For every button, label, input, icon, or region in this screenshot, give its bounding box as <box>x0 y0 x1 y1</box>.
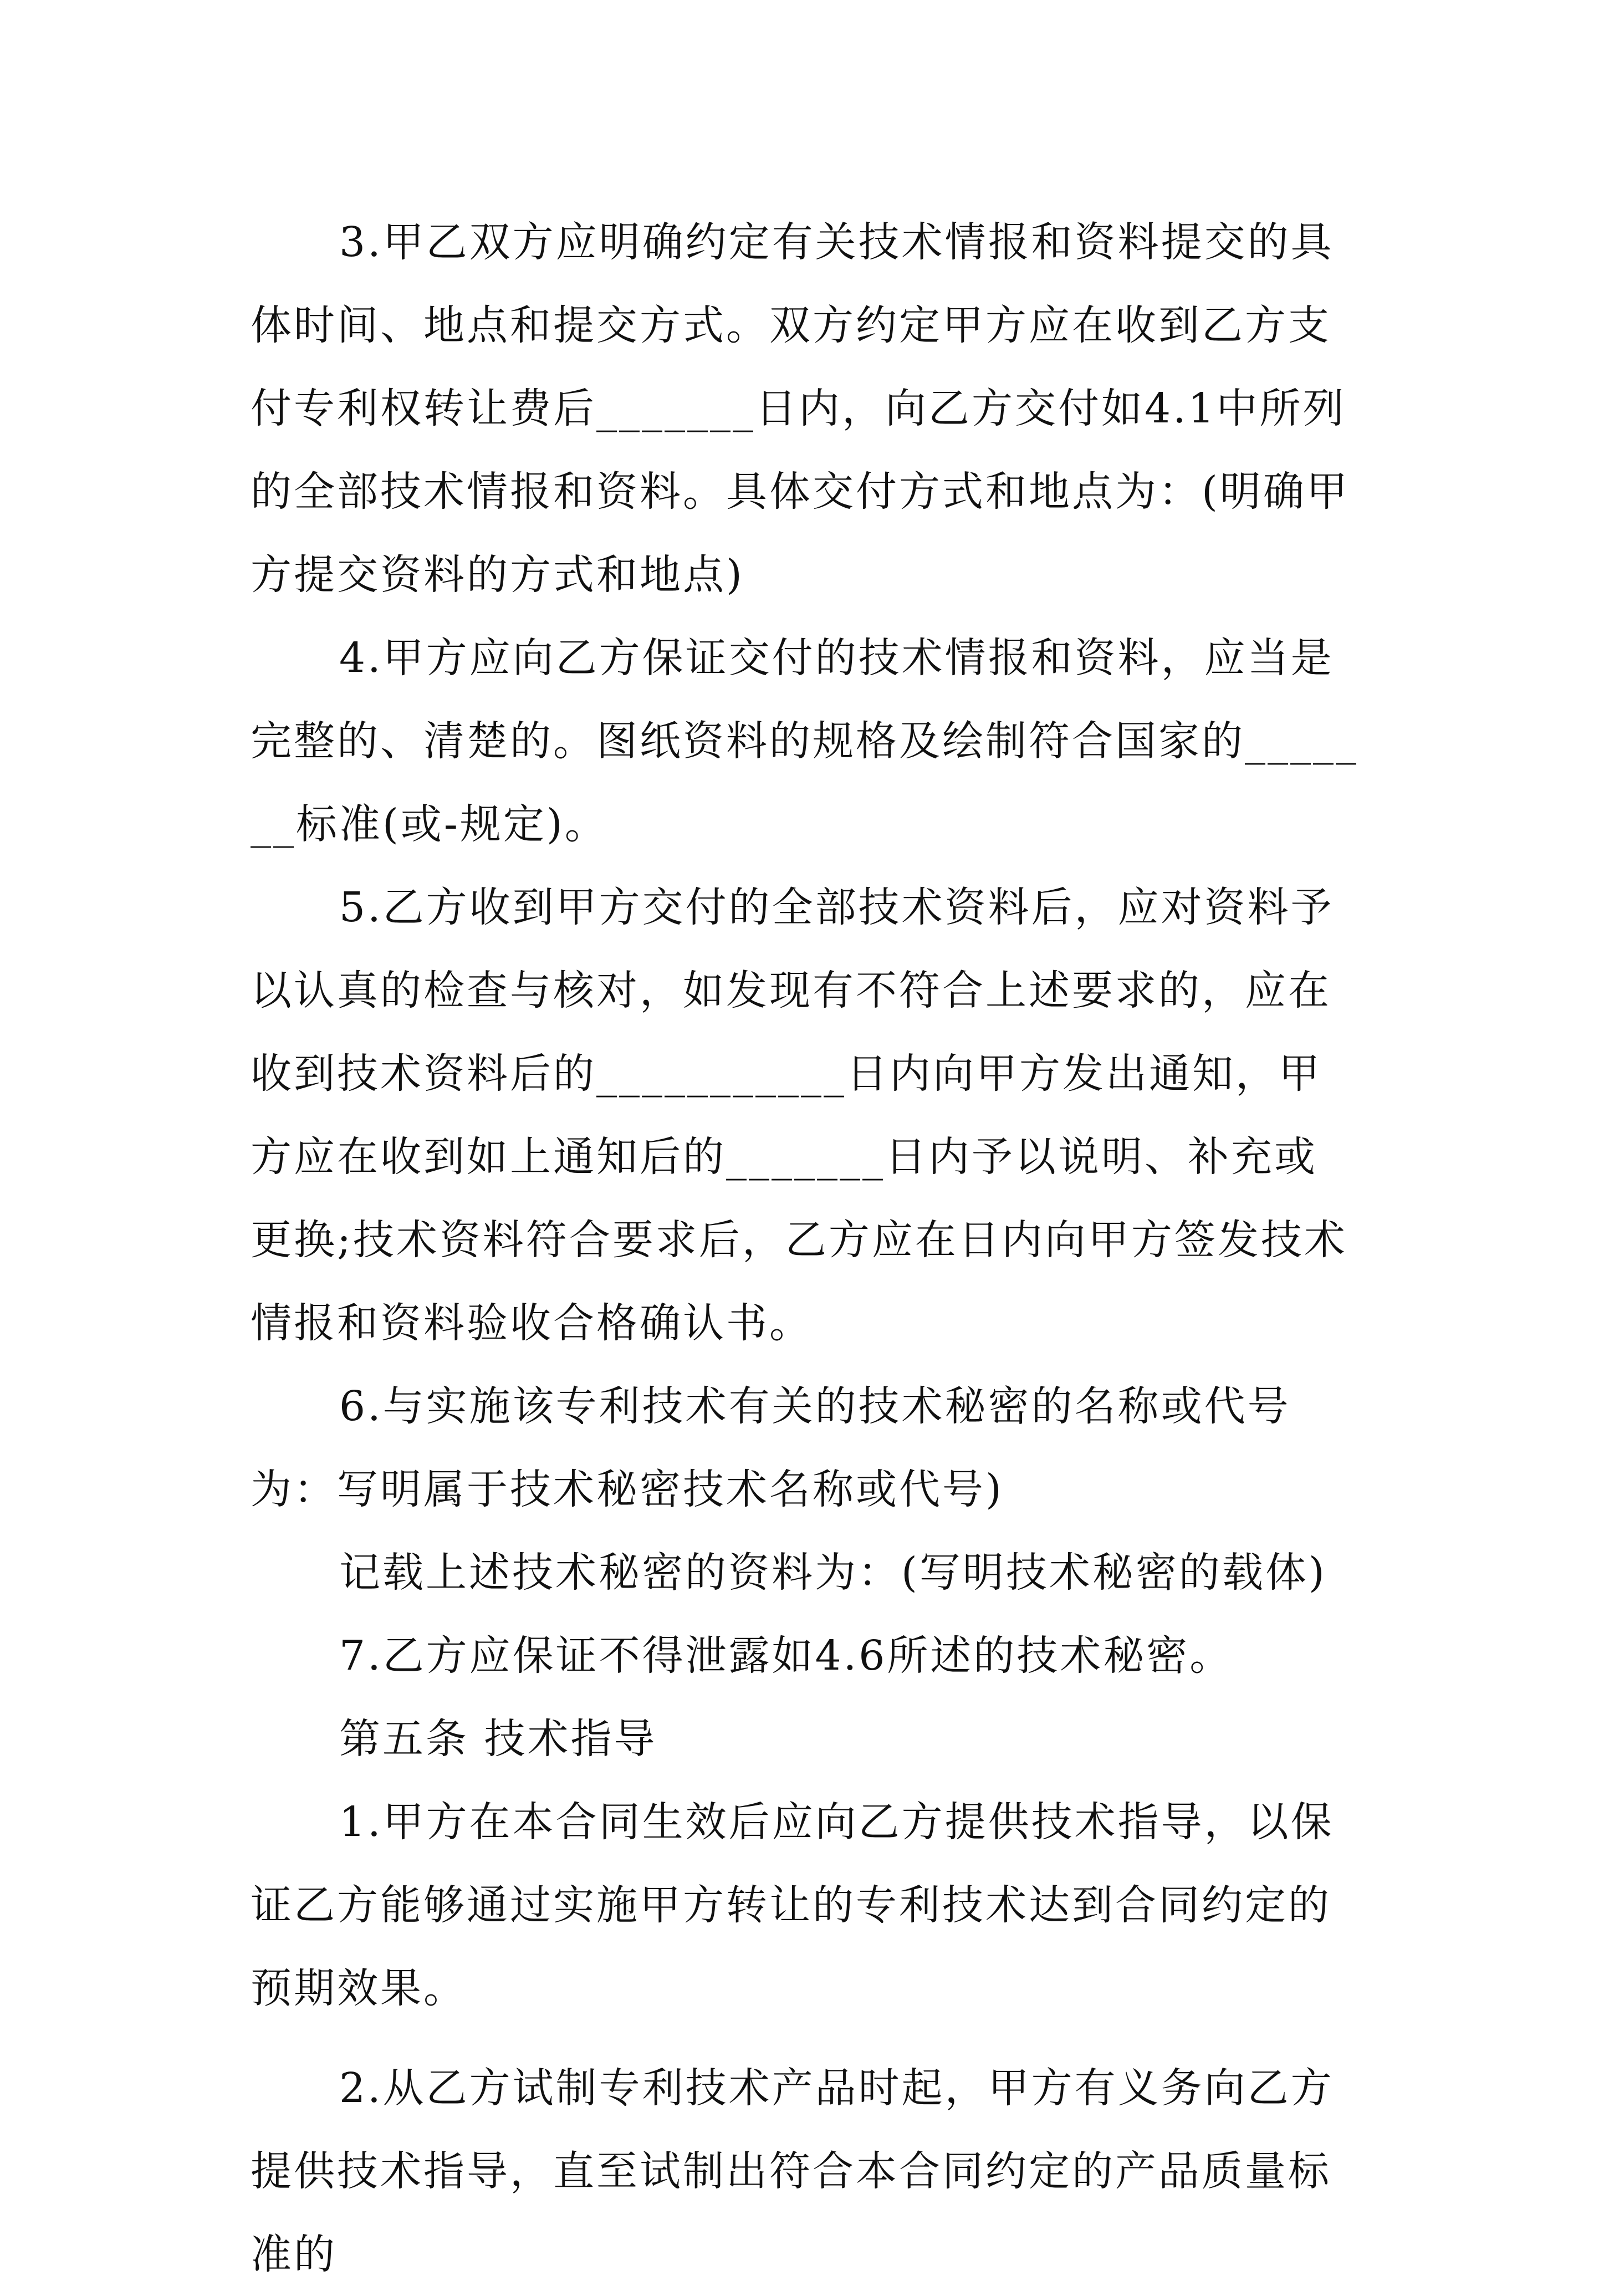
paragraph-clause-4-5: 5.乙方收到甲方交付的全部技术资料后，应对资料予以认真的检查与核对，如发现有不符合上述要求的，应在收到技术资料后的___________日内向甲方发出通知，甲方应在收到如上通知后的_______日内予以说明、补充或更换;技术资料符合要求后，乙方应在日内向甲方签发技术情报和资料验收合格确认书。 <box>251 884 1347 1347</box>
section-heading-article-5: 第五条 技术指导 <box>339 1715 657 1763</box>
paragraph-clause-4-7: 7.乙方应保证不得泄露如4.6所述的技术秘密。 <box>339 1632 1233 1680</box>
paragraph-clause-4-4: 4.甲方应向乙方保证交付的技术情报和资料，应当是完整的、清楚的。图纸资料的规格及绘制符合国家的_______标准(或-规定)。 <box>251 634 1358 848</box>
document-body <box>251 201 1359 2296</box>
paragraph-clause-4-6-carrier: 记载上述技术秘密的资料为：(写明技术秘密的载体) <box>339 1549 1327 1596</box>
paragraph-clause-4-6: 6.与实施该专利技术有关的技术秘密的名称或代号为：写明属于技术秘密技术名称或代号) <box>251 1382 1291 1513</box>
paragraph-clause-4-3: 3.甲乙双方应明确约定有关技术情报和资料提交的具体时间、地点和提交方式。双方约定甲方应在收到乙方支付专利权转让费后_______日内，向乙方交付如4.1中所列的全部技术情报和资料。具体交付方式和地点为：(明确甲方提交资料的方式和地点) <box>251 218 1350 599</box>
paragraph-clause-5-1: 1.甲方在本合同生效后应向乙方提供技术指导，以保证乙方能够通过实施甲方转让的专利技术达到合同约定的预期效果。 <box>251 1798 1334 2012</box>
paragraph-clause-5-2: 2.从乙方试制专利技术产品时起，甲方有义务向乙方提供技术指导，直至试制出符合本合同约定的产品质量标准的 <box>251 2064 1334 2278</box>
